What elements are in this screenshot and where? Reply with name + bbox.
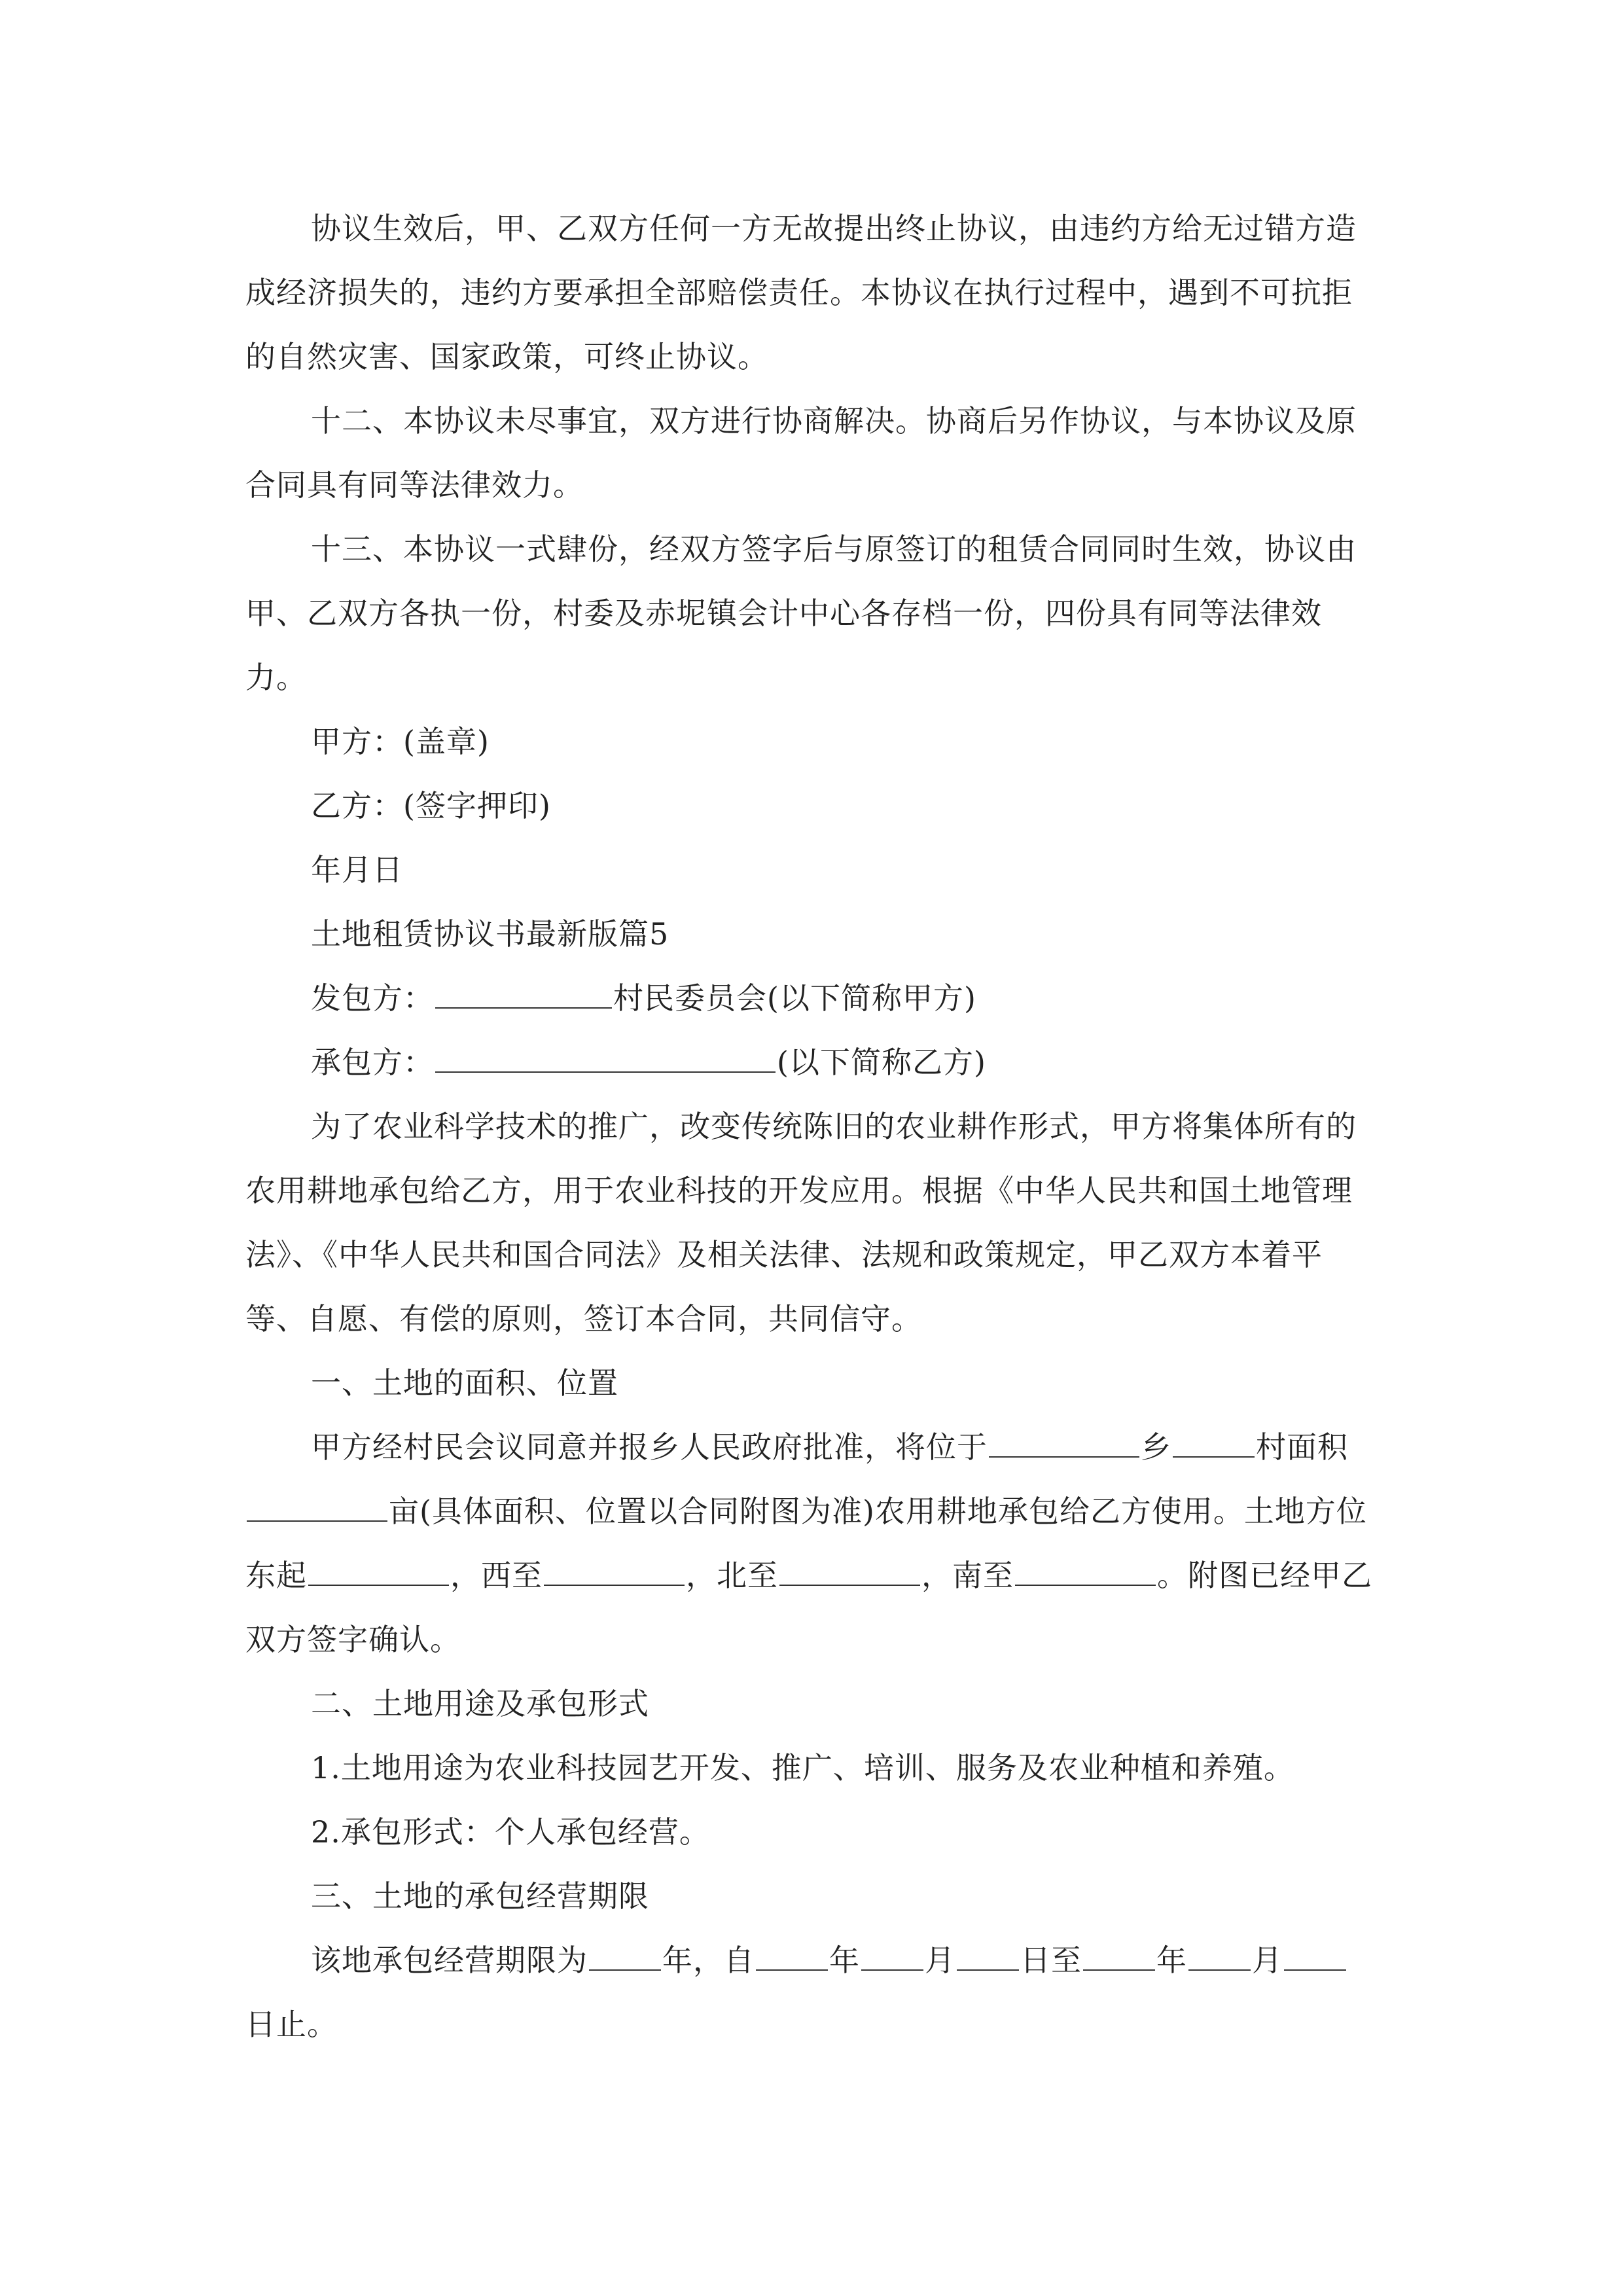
party-a-signature-line: 甲方：(盖章) (311, 724, 490, 759)
land-text-1: 甲方经村民会议同意并报乡人民政府批准，将位于 (311, 1429, 988, 1465)
issuer-suffix: 村民委员会(以下简称甲方) (613, 980, 976, 1016)
term-text-6: 年 (1156, 1943, 1187, 1978)
party-b-signature-line: 乙方：(签字押印) (311, 788, 551, 823)
end-day-blank[interactable] (1284, 1943, 1346, 1971)
heading-contract-term: 三、土地的承包经营期限 (311, 1878, 649, 1914)
south-boundary-blank[interactable] (1015, 1558, 1156, 1586)
start-year-blank[interactable] (756, 1943, 828, 1971)
west-boundary-blank[interactable] (544, 1558, 685, 1586)
term-text-1: 该地承包经营期限为 (311, 1943, 588, 1978)
end-year-blank[interactable] (1083, 1943, 1155, 1971)
heading-land-area: 一、土地的面积、位置 (311, 1365, 618, 1401)
term-text-2: 年，自 (662, 1943, 755, 1978)
paragraph-termination: 协议生效后，甲、乙双方任何一方无故提出终止协议，由违约方给无过错方造成经济损失的，违约方要承担全部赔偿责任。本协议在执行过程中，遇到不可抗拒的自然灾害、国家政策，可终止协议。 (245, 211, 1357, 374)
contractor-line (245, 1030, 1378, 1094)
paragraph-clause-13: 十三、本协议一式肆份，经双方签字后与原签订的租赁合同同时生效，协议由甲、乙双方各执一份，村委及赤坭镇会计中心各存档一份，四份具有同等法律效力。 (245, 531, 1357, 695)
land-text-2: 乡 (1141, 1429, 1171, 1465)
contractor-blank[interactable] (435, 1045, 776, 1073)
document-page (245, 196, 1378, 2056)
date-line: 年月日 (311, 852, 403, 888)
contractor-label: 承包方： (311, 1045, 434, 1080)
heading-land-use: 二、土地用途及承包形式 (311, 1686, 649, 1721)
paragraph-intro: 为了农业科学技术的推广，改变传统陈旧的农业耕作形式，甲方将集体所有的农用耕地承包给乙方，用于农业科技的开发应用。根据《中华人民共和国土地管理法》、《中华人民共和国合同法》及相关法律、法规和政策规定，甲乙双方本着平等、自愿、有偿的原则，签订本合同，共同信守。 (245, 1109, 1357, 1336)
land-text-4: 亩(具体面积、位置以合同附图为准)农用耕地承包给乙方使用。土地方位东起 (245, 1494, 1367, 1593)
term-text-3: 年 (829, 1943, 860, 1978)
land-text-6: ，北至 (686, 1558, 778, 1593)
term-text-7: 月 (1252, 1943, 1283, 1978)
land-text-3: 村面积 (1256, 1429, 1348, 1465)
end-month-blank[interactable] (1188, 1943, 1251, 1971)
item-land-use: 1.土地用途为农业科技园艺开发、推广、培训、服务及农业种植和养殖。 (311, 1750, 1294, 1785)
village-blank[interactable] (1173, 1430, 1255, 1458)
start-month-blank[interactable] (861, 1943, 923, 1971)
north-boundary-blank[interactable] (779, 1558, 920, 1586)
paragraph-contract-term (245, 1928, 1378, 2056)
contractor-suffix: (以下简称乙方) (777, 1045, 986, 1080)
term-years-blank[interactable] (589, 1943, 661, 1971)
land-text-8: 。附图已经甲乙双方签字确认。 (245, 1558, 1372, 1657)
east-boundary-blank[interactable] (308, 1558, 449, 1586)
term-text-5: 日至 (1020, 1943, 1082, 1978)
township-blank[interactable] (989, 1430, 1139, 1458)
term-text-8: 日止。 (245, 2007, 338, 2042)
issuer-line (245, 966, 1378, 1030)
section-title: 土地租赁协议书最新版篇5 (311, 916, 669, 952)
land-text-7: ，南至 (921, 1558, 1014, 1593)
paragraph-land-location (245, 1415, 1378, 1672)
land-text-5: ，西至 (450, 1558, 543, 1593)
start-day-blank[interactable] (957, 1943, 1019, 1971)
term-text-4: 月 (925, 1943, 955, 1978)
paragraph-clause-12: 十二、本协议未尽事宜，双方进行协商解决。协商后另作协议，与本协议及原合同具有同等法律效力。 (245, 403, 1357, 503)
item-contract-form: 2.承包形式：个人承包经营。 (311, 1814, 710, 1850)
issuer-label: 发包方： (311, 980, 434, 1016)
area-blank[interactable] (247, 1494, 387, 1522)
issuer-blank[interactable] (435, 981, 612, 1009)
